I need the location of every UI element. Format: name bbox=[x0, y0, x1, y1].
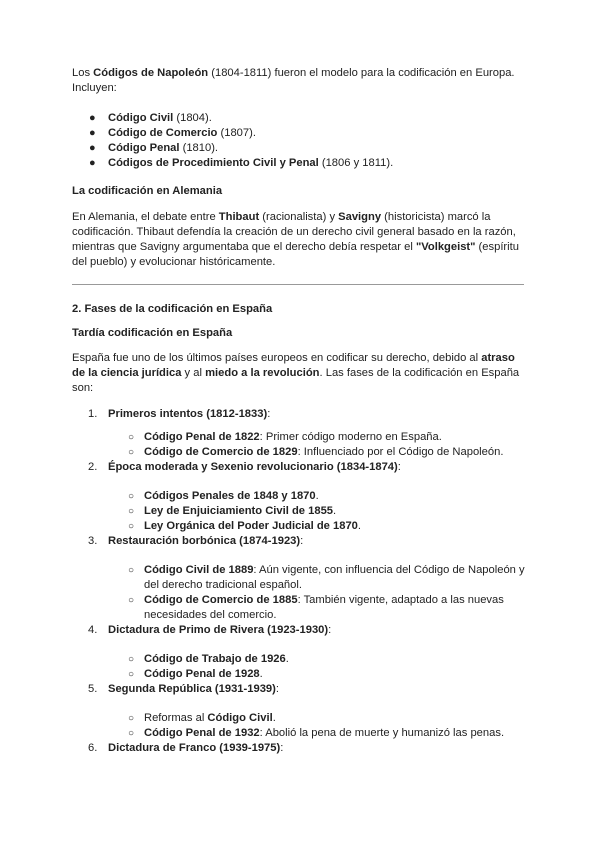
phase-item: 6. Dictadura de Franco (1939-1975): bbox=[88, 742, 284, 754]
phase-item: 1. Primeros intentos (1812-1833): ○ Código Penal de 1822: Primer código moderno en España. ○ Código de Comercio de 1829: Influenciado por el Código de Napoleón. bbox=[72, 407, 528, 460]
list-item: ● Código Penal (1810). bbox=[89, 142, 219, 154]
list-item: ○ Reformas al Código Civil. bbox=[128, 712, 276, 724]
list-item: ○ Ley de Enjuiciamiento Civil de 1855. bbox=[128, 505, 337, 517]
list-item: ○ Ley Orgánica del Poder Judicial de 1870. bbox=[128, 520, 362, 532]
intro-paragraph: Los Códigos de Napoleón (1804-1811) fueron el modelo para la codificación en Europa. Incluyen: bbox=[72, 67, 515, 94]
phase-sublist bbox=[72, 430, 528, 460]
phase-sublist bbox=[72, 652, 528, 682]
spain-paragraph: España fue uno de los últimos países europeos en codificar su derecho, debido al atraso de la ciencia jurídica y al miedo a la revolución. Las fases de la codificación en España son: bbox=[72, 352, 520, 394]
list-item: ○ Código Penal de 1928. bbox=[128, 668, 263, 680]
list-item: ● Código de Comercio (1807). bbox=[89, 127, 256, 139]
list-item: ○ Código de Trabajo de 1926. bbox=[128, 653, 289, 665]
list-item: ○ Código Penal de 1932: Abolió la pena de muerte y humanizó las penas. bbox=[128, 727, 505, 739]
list-item: ○ Código de Comercio de 1885: También vigente, adaptado a las nuevas necesidades del comercio. bbox=[128, 594, 504, 621]
phase-sublist bbox=[72, 563, 528, 623]
list-item: ○ Código Penal de 1822: Primer código moderno en España. bbox=[128, 431, 442, 443]
phases-list bbox=[72, 407, 528, 756]
phase-item: 2. Época moderada y Sexenio revolucionario (1834-1874): ○ Códigos Penales de 1848 y 1870. ○ Ley de Enjuiciamiento Civil de 1855. ○ Ley Orgánica del Poder Judicial de 1870. bbox=[72, 460, 528, 534]
subsection-heading: Tardía codificación en España bbox=[72, 327, 233, 339]
napoleon-codes-list bbox=[72, 111, 528, 171]
section-heading: 2. Fases de la codificación en España bbox=[72, 303, 273, 315]
document-page bbox=[72, 66, 528, 756]
list-item: ○ Códigos Penales de 1848 y 1870. bbox=[128, 490, 319, 502]
germany-heading: La codificación en Alemania bbox=[72, 185, 223, 197]
phase-sublist bbox=[72, 489, 528, 534]
list-item: ○ Código Civil de 1889: Aún vigente, con influencia del Código de Napoleón y del derecho tradicional español. bbox=[128, 564, 525, 591]
phase-item: 3. Restauración borbónica (1874-1923): ○ Código Civil de 1889: Aún vigente, con influencia del Código de Napoleón y del derecho tradicional español. ○ Código de Comercio de 1885: También vigente, adaptado a las nuevas necesidades del comercio. bbox=[72, 534, 528, 623]
horizontal-divider bbox=[72, 284, 524, 285]
list-item: ● Códigos de Procedimiento Civil y Penal (1806 y 1811). bbox=[89, 157, 394, 169]
germany-paragraph: En Alemania, el debate entre Thibaut (racionalista) y Savigny (historicista) marcó la codificación. Thibaut defendía la creación de un derecho civil general basado en la razón, mientras que Savigny argumentaba que el derecho debía respetar el "Volkgeist" (espíritu del pueblo) y evolucionar históricamente. bbox=[72, 211, 519, 268]
phase-sublist bbox=[72, 711, 528, 741]
phase-item: 5. Segunda República (1931-1939): ○ Reformas al Código Civil. ○ Código Penal de 1932: Abolió la pena de muerte y humanizó las penas. bbox=[72, 682, 528, 741]
list-item: ● Código Civil (1804). bbox=[89, 112, 212, 124]
phase-item: 4. Dictadura de Primo de Rivera (1923-1930): ○ Código de Trabajo de 1926. ○ Código Penal de 1928. bbox=[72, 623, 528, 682]
list-item: ○ Código de Comercio de 1829: Influenciado por el Código de Napoleón. bbox=[128, 446, 504, 458]
